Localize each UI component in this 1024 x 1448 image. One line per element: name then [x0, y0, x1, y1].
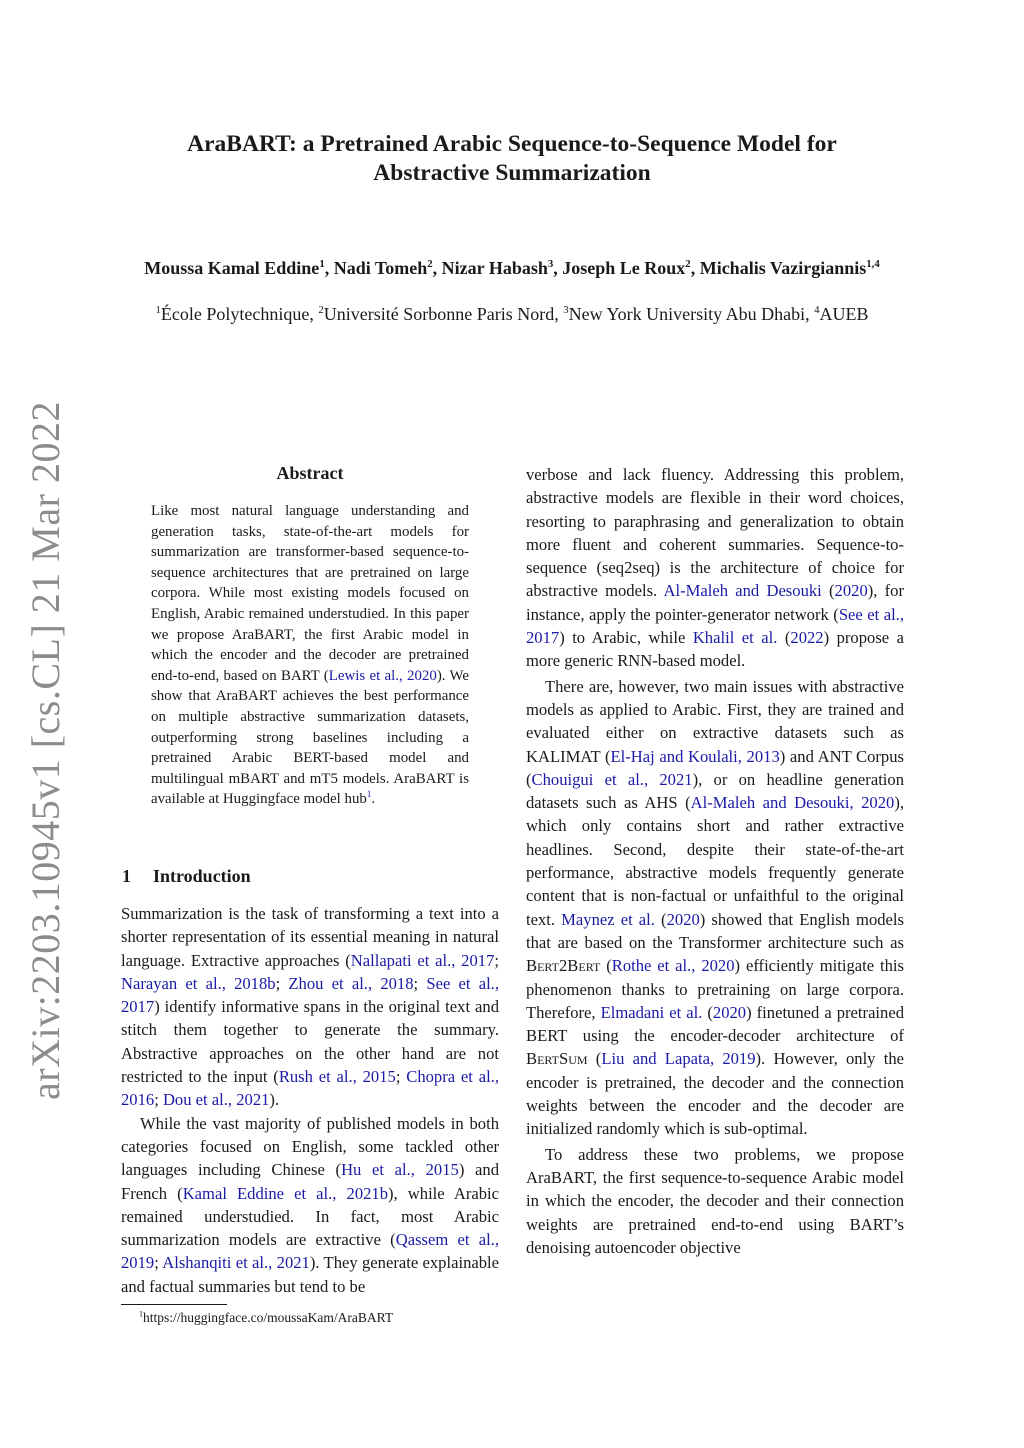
body-text: ) finetuned a pretrained BERT using the encoder-decoder architecture of — [526, 1002, 904, 1046]
body-text: ) and ANT Corpus ( — [526, 746, 904, 789]
citation-link[interactable]: See et al., 2017 — [526, 604, 904, 648]
footnote-divider — [121, 1304, 227, 1305]
abstract-text: . — [371, 791, 376, 808]
body-text: ( — [702, 1002, 713, 1022]
citation-link[interactable]: 2020 — [712, 1002, 747, 1022]
body-text: There are, however, two main issues with abstractive models as applied to Arabic. First, they are trained and evaluated either on extractive datasets such as KALIMAT ( — [526, 676, 904, 766]
abstract-text: Like most natural language understanding and generation tasks, state-of-the-art models for summarization are transformer-based sequence-to-sequence architectures that are pretrained on large corpora. While most existing models focused on English, Arabic remained understudied. In this paper we propose AraBART, the first Arabic model in which the encoder and the decoder are pretrained end-to-end, based on BART ( — [151, 503, 469, 684]
citation-link[interactable]: Narayan et al., 2018b — [121, 973, 276, 993]
citation-link[interactable]: Lewis et al., 2020 — [328, 667, 437, 684]
body-text: ; — [494, 950, 499, 970]
paragraph — [121, 1112, 499, 1298]
title-line-2: Abstractive Summarization — [373, 160, 651, 186]
body-text: ( — [587, 1049, 602, 1069]
body-text: ; — [154, 1253, 163, 1273]
citation-link[interactable]: Al-Maleh and Desouki, 2020 — [690, 793, 895, 813]
arxiv-identifier — [18, 400, 72, 1100]
body-text: While the vast majority of published models in both categories focused on English, some tackled other languages including Chinese ( — [121, 1113, 499, 1180]
paragraph — [526, 675, 904, 1141]
citation-link[interactable]: Kamal Eddine et al., 2021b — [182, 1183, 389, 1203]
body-text: ; — [275, 973, 289, 993]
paragraph — [526, 1143, 904, 1259]
author-name: Nadi Tomeh — [333, 258, 428, 278]
citation-link[interactable]: 2022 — [790, 628, 824, 648]
abstract-text: ). We show that AraBART achieves the best performance on multiple abstractive summarization datasets, outperforming strong baselines including a pretrained Arabic BERT-based model and multilingual mBART and mT5 models. AraBART is available at Huggingface model hub — [151, 667, 470, 808]
author-name: Joseph Le Roux — [562, 258, 686, 278]
citation-link[interactable]: Elmadani et al. — [600, 1002, 703, 1022]
author-affiliation-mark: 1,4 — [866, 258, 880, 270]
abstract-body — [151, 501, 469, 810]
body-text: To address these two problems, we propose AraBART, the first sequence-to-sequence Arabic model in which the encoder, the decoder and their connection weights are pretrained end-to-end using BART’s denoising autoencoder objective — [526, 1144, 904, 1257]
author-affiliation-mark: 3 — [547, 258, 554, 270]
body-text: ; — [395, 1067, 407, 1087]
body-text: ) efficiently mitigate this phenomenon thanks to pretraining on large corpora. Therefore, — [526, 956, 904, 1022]
body-text: ) identify informative spans in the original text and stitch them together to generate the summary. Abstractive approaches on the other hand are not restricted to the input ( — [121, 997, 499, 1087]
citation-link[interactable]: Hu et al., 2015 — [341, 1160, 459, 1180]
body-text: ) propose a more generic RNN-based model. — [526, 628, 904, 671]
body-text: ). — [269, 1090, 280, 1110]
right-column-body — [526, 463, 904, 1259]
body-text: ), while Arabic remained understudied. In fact, most Arabic summarization models are extractive ( — [121, 1183, 499, 1250]
author-list: Moussa Kamal Eddine$^1$, Nadi Tomeh$^2$, Nizar Habash$^3$, Joseph Le Roux$^2$, Michalis Vazirgiannis$^{1,4}$ — [144, 258, 880, 278]
citation-link[interactable]: Chopra et al., 2016 — [121, 1067, 499, 1110]
citation-link[interactable]: Alshanqiti et al., 2021 — [162, 1253, 310, 1273]
citation-link[interactable]: Chouigui et al., 2021 — [531, 769, 693, 789]
affiliation-number: 3 — [563, 304, 569, 316]
abstract-heading: Abstract — [276, 463, 344, 483]
citation-link[interactable]: El-Haj and Koulali, 2013 — [610, 746, 780, 766]
body-text: verbose and lack fluency. Addressing this problem, abstractive models are flexible in their word choices, resorting to paraphrasing and generalization to obtain more fluent and coherent summaries. Sequence-to-sequence (seq2seq) is the architecture of choice for abstractive models. — [526, 465, 904, 601]
citation-link[interactable]: See et al., 2017 — [121, 973, 499, 1017]
paragraph — [121, 902, 499, 1112]
affiliation-name: AUEB — [819, 304, 869, 324]
author-affiliation-mark: 2 — [427, 258, 433, 270]
left-column-body — [121, 902, 499, 1298]
section-title: Introduction — [153, 866, 251, 886]
citation-link[interactable]: 2020 — [666, 909, 700, 929]
footnote-url[interactable]: https://huggingface.co/moussaKam/AraBART — [143, 1310, 394, 1325]
arxiv-identifier-text: arXiv:2203.10945v1 [cs.CL] 21 Mar 2022 — [22, 400, 68, 1100]
body-text: ) and French ( — [121, 1160, 499, 1203]
affiliation-list: $^1$École Polytechnique, $^2$Université Sorbonne Paris Nord, $^3$New York University Abu Dhabi, $^4$AUEB — [155, 304, 869, 324]
body-text: ( — [654, 909, 667, 929]
citation-link[interactable]: Khalil et al. — [692, 628, 778, 648]
citation-link[interactable]: Maynez et al. — [561, 909, 655, 929]
body-text: ). They generate explainable and factual summaries but tend to be — [121, 1253, 500, 1296]
affiliation-number: 4 — [814, 304, 820, 316]
body-text: ), or on headline generation datasets such as AHS ( — [526, 769, 905, 813]
citation-link[interactable]: Rothe et al., 2020 — [611, 956, 735, 976]
body-text: ; — [413, 973, 427, 993]
affiliation-name: New York University Abu Dhabi — [568, 304, 806, 324]
footnote — [139, 1310, 393, 1326]
body-text: ; — [154, 1090, 163, 1110]
body-text: ( — [600, 956, 612, 976]
body-text: ) showed that English models that are based on the Transformer architecture such as — [526, 909, 904, 952]
body-text: ( — [821, 581, 835, 601]
citation-link[interactable]: 2020 — [834, 581, 868, 601]
body-text: ) to Arabic, while — [559, 628, 693, 648]
body-text: Summarization is the task of transforming a text into a shorter representation of its essential meaning in natural language. Extractive approaches ( — [121, 904, 499, 970]
citation-link[interactable]: Nallapati et al., 2017 — [350, 950, 495, 970]
footnote-marker[interactable]: 1 — [366, 789, 372, 800]
citation-link[interactable]: Al-Maleh and Desouki — [663, 581, 822, 601]
body-text: ), which only contains short and rather extractive headlines. Second, despite their state-of-the-art performance, abstractive models frequently generate content that is non-factual or unfaithful to the original text. — [526, 793, 904, 929]
footnote-number: 1 — [139, 1309, 144, 1319]
author-name: Michalis Vazirgiannis — [699, 258, 867, 278]
affiliation-number: 2 — [318, 304, 324, 316]
title-line-1: AraBART: a Pretrained Arabic Sequence-to-Sequence Model for — [187, 131, 837, 157]
citation-link[interactable]: Dou et al., 2021 — [162, 1090, 270, 1110]
section-number: 1 — [122, 866, 131, 886]
paragraph — [526, 463, 904, 673]
author-affiliation-mark: 1 — [319, 258, 325, 270]
body-text: ( — [777, 628, 791, 648]
author-name: Moussa Kamal Eddine — [144, 258, 320, 278]
affiliation-name: Université Sorbonne Paris Nord — [323, 304, 555, 324]
affiliation-number: 1 — [155, 304, 161, 316]
author-affiliation-mark: 2 — [685, 258, 691, 270]
citation-link[interactable]: Qassem et al., 2019 — [121, 1230, 499, 1273]
author-name: Nizar Habash — [441, 258, 548, 278]
citation-link[interactable]: Zhou et al., 2018 — [288, 973, 414, 993]
body-text: ), for instance, apply the pointer-generator network ( — [526, 581, 904, 624]
section-heading-introduction — [122, 866, 251, 887]
body-text: ). However, only the encoder is pretrained, the decoder and the connection weights between the encoder and the decoder are initialized randomly which is sub-optimal. — [526, 1049, 904, 1139]
affiliation-name: École Polytechnique — [160, 304, 310, 324]
model-name: Bert2Bert — [526, 956, 601, 976]
model-name: BertSum — [526, 1049, 588, 1069]
paper-title — [100, 130, 924, 188]
citation-link[interactable]: Rush et al., 2015 — [278, 1067, 396, 1087]
citation-link[interactable]: Liu and Lapata, 2019 — [601, 1049, 756, 1069]
